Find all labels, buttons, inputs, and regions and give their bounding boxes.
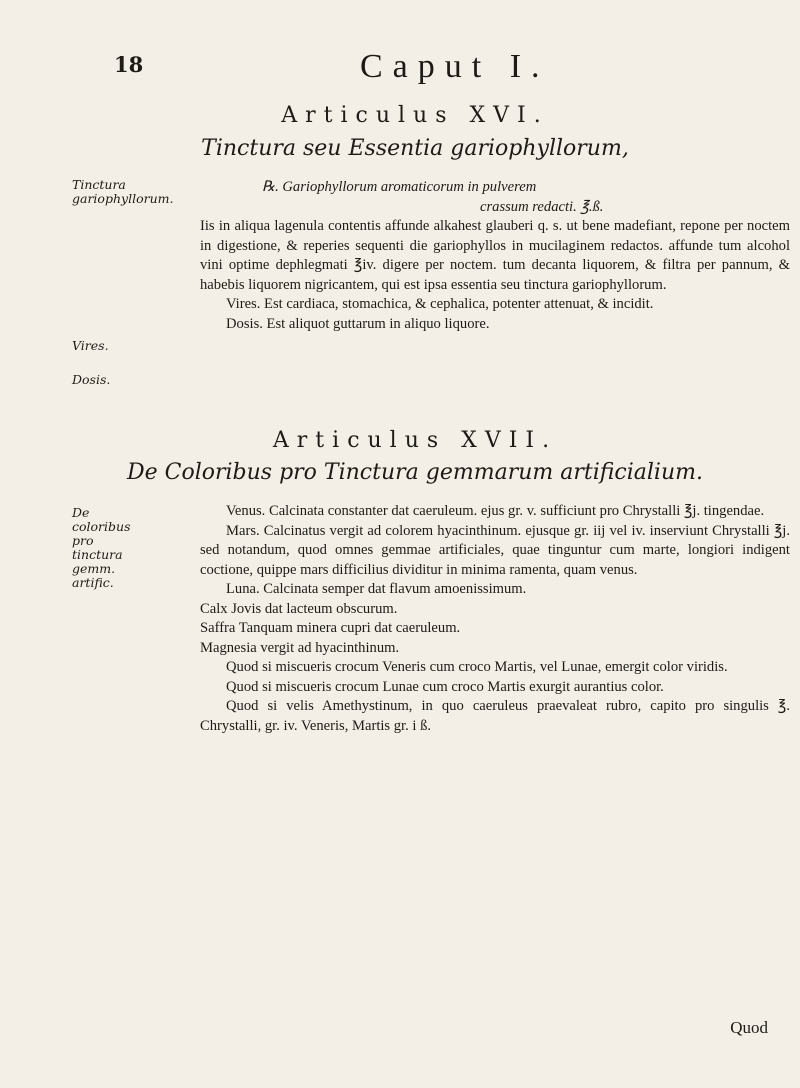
running-head: Caput I. bbox=[360, 48, 550, 85]
article-17-body bbox=[200, 502, 790, 736]
vires-text: Vires. Est cardiaca, stomachica, & cephalica, potenter attenuat, & incidit. bbox=[226, 296, 654, 312]
paragraph-calx-jovis: Calx Jovis dat lacteum obscurum. bbox=[200, 600, 398, 617]
paragraph-amethystinum: Quod si velis Amethystinum, in quo caeruleus praevaleat rubro, capito pro singulis ℥. Chrystalli, gr. iv. Veneris, Martis gr. i ß. bbox=[200, 698, 790, 734]
article-16-heading: Articulus XVI. bbox=[281, 103, 549, 128]
margin-note-dosis: Dosis. bbox=[72, 372, 111, 387]
paragraph-mars: Mars. Calcinatus vergit ad colorem hyacinthinum. ejusque gr. iij vel iv. inserviunt Chrystalli ℥j. sed notandum, quod omnes gemmae artificiales, quae tinguntur cum marte, longiori indigent coctione, quippe mars difficilius dividitur in minima ramenta, quam venus. bbox=[200, 522, 790, 578]
margin-note-vires: Vires. bbox=[72, 338, 109, 353]
paragraph-magnesia: Magnesia vergit ad hyacinthinum. bbox=[200, 639, 400, 656]
page-number: 18 bbox=[114, 52, 144, 77]
catchword: Quod bbox=[730, 1018, 768, 1037]
dosis-text: Dosis. Est aliquot guttarum in aliquo liquore. bbox=[226, 315, 490, 332]
article-16-body bbox=[200, 178, 790, 334]
article-17-title: De Coloribus pro Tinctura gemmarum artificialium. bbox=[126, 460, 703, 485]
paragraph-venus: Venus. Calcinata constanter dat caeruleum. ejus gr. v. sufficiunt pro Chrystalli ℥j. tingendae. bbox=[226, 503, 765, 519]
article-17-heading: Articulus XVII. bbox=[272, 428, 558, 453]
paragraph-saffra: Saffra Tanquam minera cupri dat caeruleum. bbox=[200, 620, 461, 636]
paragraph-viridis: Quod si miscueris crocum Veneris cum croco Martis, vel Lunae, emergit color viridis. bbox=[226, 659, 728, 675]
recipe-line-2: crassum redacti. ℥.ß. bbox=[480, 198, 604, 215]
paragraph-aurantius: Quod si miscueris crocum Lunae cum croco Martis exurgit aurantius color. bbox=[226, 678, 664, 695]
margin-note-tinctura: Tinctura gariophyllorum. bbox=[72, 177, 174, 206]
margin-note-coloribus: De coloribus pro tinctura gemm. artific. bbox=[72, 505, 131, 590]
paragraph-luna: Luna. Calcinata semper dat flavum amoenissimum. bbox=[226, 581, 527, 597]
recipe-line-1: ℞. Gariophyllorum aromaticorum in pulverem bbox=[262, 179, 537, 195]
preparation-text: Iis in aliqua lagenula contentis affunde alkahest glauberi q. s. ut bene madefiant, repone per noctem in digestione, & reperies sequenti die gariophyllos in mucilaginem redactos. affunde tum alcohol vini optime dephlegmati ℥iv. digere per noctem. tum decanta liquorem, & filtra per pannum, & habebis liquorem nigricantem, qui est ipsa essentia seu tinctura gariophyllorum. bbox=[200, 218, 790, 293]
article-16-title: Tinctura seu Essentia gariophyllorum, bbox=[201, 136, 629, 161]
